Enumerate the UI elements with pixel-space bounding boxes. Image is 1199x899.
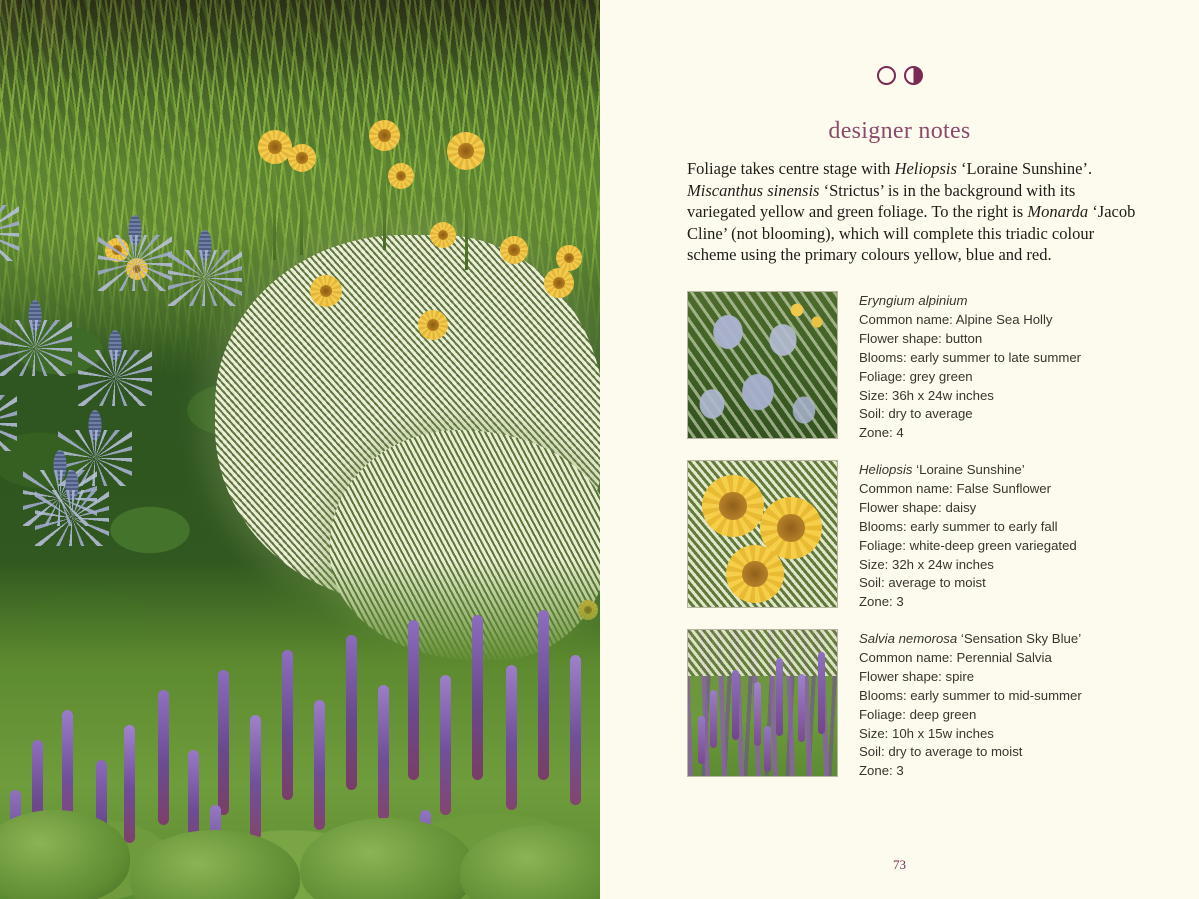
yellow-daisy [418,310,448,340]
salvia-spire [314,700,325,830]
thumbnail-spire [776,658,783,736]
thumbnail-spire [698,716,705,764]
yellow-daisy [430,222,456,248]
plant-common-name: Common name: Alpine Sea Holly [859,311,1053,327]
intro-italic-monarda: Monarda [1027,202,1089,221]
intro-italic-miscanthus: Miscanthus sinensis [687,180,820,200]
thumbnail-spire [710,690,717,748]
salvia-spire [570,655,581,805]
yellow-daisy [369,120,400,151]
plant-genus: Salvia nemorosa [859,631,958,646]
salvia-spires [0,560,600,899]
salvia-spire [282,650,293,800]
thistle-bracts [78,350,152,406]
plant-foliage: Foliage: white-deep green variegated [859,537,1077,553]
salvia-spire [538,610,549,780]
thumbnail-daisy [726,545,784,603]
notes-page [600,0,1199,899]
plant-soil: Soil: average to moist [859,575,986,591]
plant-entry [687,291,1147,460]
intro-part-2: ‘Loraine Sunshine’. [956,159,1093,178]
thumbnail-image [688,630,837,776]
plant-blooms: Blooms: early summer to early fall [859,518,1058,534]
thumbnail-spire [754,682,761,746]
thumbnail-image [688,292,837,438]
plant-thumbnail-salvia [687,629,838,777]
plant-genus: Eryngium alpinium [859,293,968,308]
plant-foliage: Foliage: grey green [859,368,973,384]
salvia-leaf-clump [300,818,475,899]
thistle-bracts [168,250,242,306]
salvia-spire [472,615,483,780]
salvia-spire [440,675,451,815]
plant-blooms: Blooms: early summer to mid-summer [859,687,1082,703]
thistle-bracts [0,320,72,376]
intro-part-4: ‘Jacob Cline’ (not blooming), which will complete this triadic colour scheme using the primary colours yellow, blue and red. [687,202,1136,264]
plant-size: Size: 32h x 24w inches [859,556,994,572]
thistle-bracts [0,205,19,261]
daisy-stem [273,150,276,260]
plant-thumbnail-heliopsis [687,460,838,608]
thumbnail-spire [732,670,739,740]
plant-name [859,461,1077,480]
intro-italic-heliopsis: Heliopsis [894,159,957,178]
plant-details [859,292,1081,443]
plant-size: Size: 10h x 15w inches [859,725,994,741]
plant-cultivar: ‘Loraine Sunshine’ [912,462,1025,477]
thumbnail-variegated-band [688,630,837,676]
plant-flower-shape: Flower shape: daisy [859,499,977,515]
thumbnail-yellow-flowers [783,298,831,338]
plant-flower-shape: Flower shape: button [859,330,983,346]
thumbnail-daisy [702,475,764,537]
plant-details [859,461,1077,612]
yellow-daisy [447,132,485,170]
yellow-daisy [500,236,528,264]
plant-details [859,630,1082,781]
plant-entry-list [687,291,1147,798]
salvia-spire [158,690,169,825]
plant-entry [687,629,1147,798]
full-sun-icon [877,66,896,85]
daisy-stem [465,155,468,270]
intro-part-3: ‘Strictus’ is in the background with its variegated yellow and green foliage. To the right is [687,180,1076,221]
plant-zone: Zone: 4 [859,425,904,441]
salvia-spire [346,635,357,790]
salvia-spire [506,665,517,810]
thumbnail-spire [818,652,825,734]
thumbnail-spire [798,674,805,742]
light-requirement-icons [600,66,1199,85]
plant-common-name: Common name: Perennial Salvia [859,649,1052,665]
plant-common-name: Common name: False Sunflower [859,480,1052,496]
yellow-daisy [288,144,316,172]
plant-genus: Heliopsis [859,462,913,477]
thumbnail-spire [764,726,771,772]
plant-flower-shape: Flower shape: spire [859,668,975,684]
thistle-bracts [35,490,109,546]
plant-soil: Soil: dry to average to moist [859,744,1023,760]
plant-name [859,292,1081,311]
salvia-spire [250,715,261,840]
yellow-daisy [258,130,292,164]
thistle-bracts [0,395,17,451]
intro-part-1: Foliage takes centre stage with [687,159,895,178]
yellow-daisy [310,275,342,307]
plant-name [859,630,1082,649]
plant-zone: Zone: 3 [859,594,904,610]
salvia-spire [408,620,419,780]
yellow-daisy [388,163,414,189]
part-sun-icon [904,66,923,85]
salvia-leaf-clump [130,830,300,899]
page-title: designer notes [828,118,971,144]
salvia-spire [124,725,135,843]
yellow-daisy [544,268,574,298]
plant-soil: Soil: dry to average [859,406,973,422]
salvia-leaf-clump [0,810,130,899]
daisy-stem [383,140,386,250]
plant-entry [687,460,1147,629]
daisy-stem [300,160,303,255]
thistle-bracts [98,235,172,291]
page-number: 73 [893,857,906,872]
salvia-spire [218,670,229,815]
plant-blooms: Blooms: early summer to late summer [859,349,1082,365]
plant-thumbnail-eryngium [687,291,838,439]
designer-notes-paragraph [687,158,1137,266]
plant-size: Size: 36h x 24w inches [859,387,994,403]
plant-foliage: Foliage: deep green [859,706,977,722]
plant-zone: Zone: 3 [859,763,904,779]
salvia-leaf-clump [460,825,600,899]
salvia-spire [378,685,389,820]
plant-cultivar: ‘Sensation Sky Blue’ [957,631,1082,646]
thumbnail-image [688,461,837,607]
